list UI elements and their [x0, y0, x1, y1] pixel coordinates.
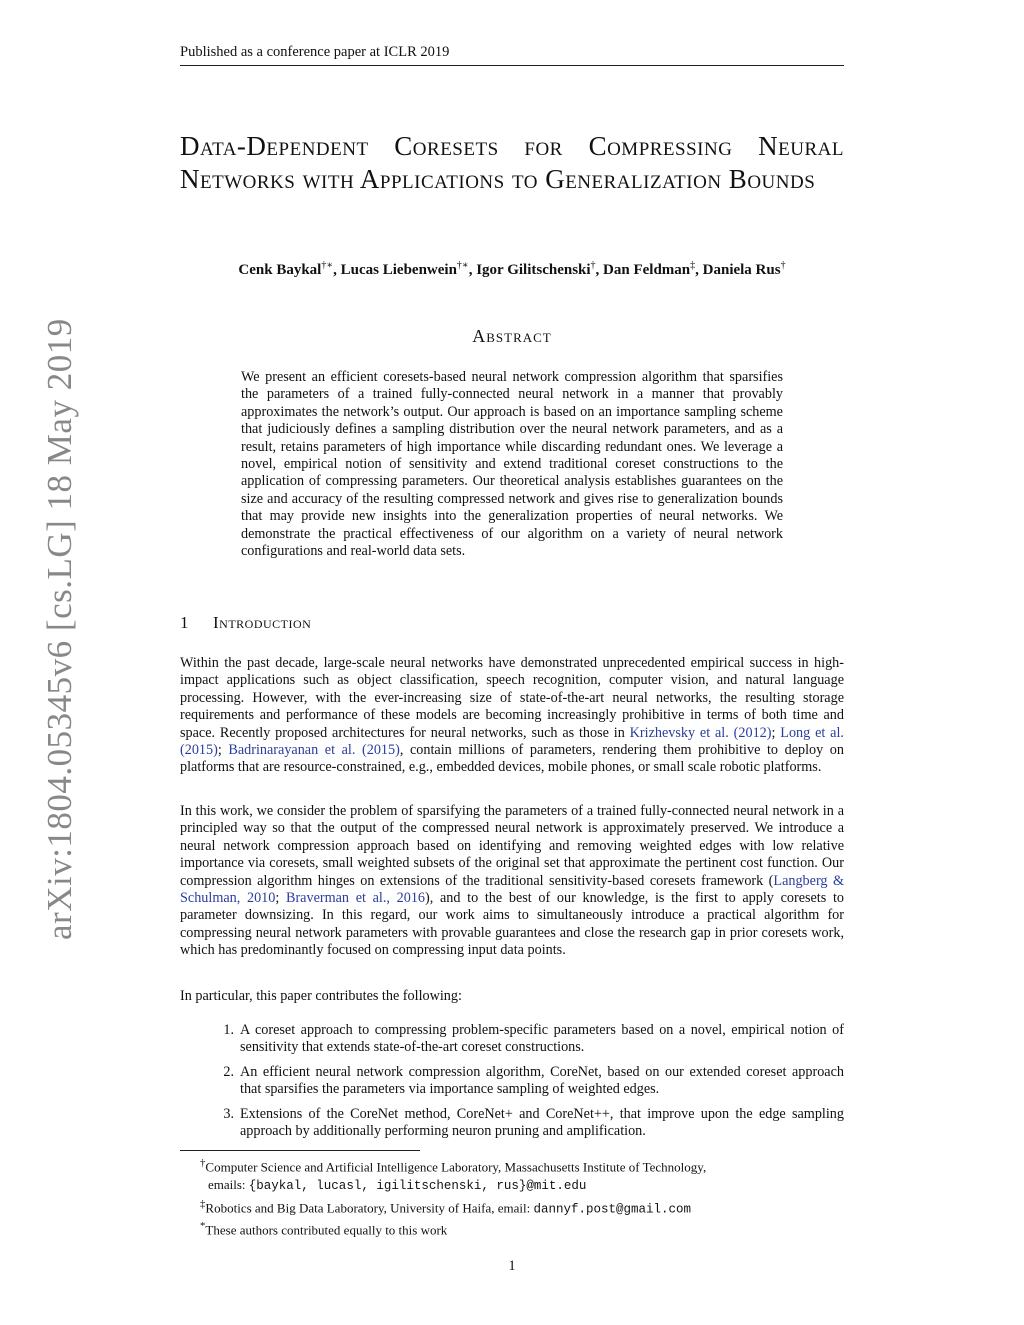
intro-paragraph-3: In particular, this paper contributes the following:: [180, 988, 462, 1004]
citation-link[interactable]: Braverman et al., 2016: [285, 890, 426, 907]
list-item: 3. Extensions of the CoreNet method, CoreNet+ and CoreNet++, that improve upon the edge sampling approach by additionally performing neuron pruning and amplification.: [223, 1105, 844, 1140]
abstract-body: We present an efficient coresets-based neural network compression algorithm that sparsifies the parameters of a trained fully-connected neural network in a manner that provably approximates the network’s output. Our approach is based on an importance sampling scheme that judiciously defines a sampling distribution over the neural network parameters, and as a result, retains parameters of high importance while discarding redundant ones. We leverage a novel, empirical notion of sensitivity and extend traditional coreset constructions to the application of compressing parameters. Our theoretical analysis establishes guarantees on the size and accuracy of the resulting compressed network and gives rise to generalization bounds that may provide new insights into the generalization properties of neural networks. We demonstrate the practical effectiveness of our algorithm on a variety of neural network configurations and real-world data sets.: [241, 369, 783, 560]
email-link[interactable]: dannyf.post@gmail.com: [533, 1201, 691, 1216]
author: Cenk Baykal†∗,: [238, 260, 341, 278]
citation-link[interactable]: Langberg & Schulman, 2010: [180, 872, 844, 907]
list-item: 2. An efficient neural network compression algorithm, CoreNet, based on our extended coreset approach that sparsifies the parameters via importance sampling of weighted edges.: [223, 1063, 844, 1098]
section-title: Introduction: [213, 613, 312, 632]
abstract-heading: Abstract: [472, 326, 552, 346]
footnote-affiliation-mit: †Computer Science and Artificial Intelligence Laboratory, Massachusetts Institute of Technology,: [200, 1157, 707, 1175]
author: Igor Gilitschenski†,: [476, 260, 604, 278]
author: Lucas Liebenwein†∗,: [340, 260, 477, 278]
citation-link[interactable]: Long et al. (2015): [180, 724, 844, 759]
footnote-affiliation-haifa: ‡Robotics and Big Data Laboratory, University of Haifa, email: dannyf.post@gmail.com: [200, 1197, 691, 1216]
conference-header: Published as a conference paper at ICLR 2019: [180, 44, 844, 66]
footnote-equal-contribution: *These authors contributed equally to this work: [200, 1220, 448, 1238]
contributions-list: [180, 1022, 844, 1147]
author: Dan Feldman‡,: [603, 260, 703, 278]
footnote-emails: emails: {baykal, lucasl, igilitschenski, rus}@mit.edu: [208, 1176, 587, 1193]
footnote-divider: [180, 1150, 420, 1151]
citation-link[interactable]: Badrinarayanan et al. (2015): [228, 742, 400, 759]
section-heading-introduction: [180, 613, 844, 633]
section-number: 1: [180, 613, 189, 632]
arxiv-identifier-stamp: arXiv:1804.05345v6 [cs.LG] 18 May 2019: [40, 318, 79, 940]
paper-title: Data-Dependent Coresets for Compressing Neural Networks with Applications to Generalization Bounds: [180, 131, 844, 194]
intro-paragraph-1: Within the past decade, large-scale neural networks have demonstrated unprecedented empirical success in high-impact applications such as object classification, speech recognition, computer vision, and natural language processing. However, with the ever-increasing size of state-of-the-art neural networks, the resulting storage requirements and performance of these models are becoming increasingly prohibitive in terms of both time and space. Recently proposed architectures for neural networks, such as those in Krizhevsky et al. (2012); Long et al. (2015); Badrinarayanan et al. (2015), contain millions of parameters, rendering them prohibitive to deploy on platforms that are resource-constrained, e.g., embedded devices, mobile phones, or small scale robotic platforms.: [180, 655, 844, 776]
intro-paragraph-2: In this work, we consider the problem of sparsifying the parameters of a trained fully-connected neural network in a principled way so that the output of the compressed neural network is approximately preserved. We introduce a neural network compression approach based on identifying and removing weighted edges with low relative importance via coresets, small weighted subsets of the original set that approximate the pertinent cost function. Our compression algorithm hinges on extensions of the traditional sensitivity-based coresets framework (Langberg & Schulman, 2010; Braverman et al., 2016), and to the best of our knowledge, is the first to apply coresets to parameter downsizing. In this regard, our work aims to simultaneously introduce a practical algorithm for compressing neural network parameters with provable guarantees and close the research gap in prior coresets work, which has predominantly focused on compressing input data points.: [180, 803, 844, 959]
footnotes: [200, 1155, 844, 1239]
list-item: 1. A coreset approach to compressing problem-specific parameters based on a novel, empirical notion of sensitivity that extends state-of-the-art coreset constructions.: [223, 1022, 844, 1056]
citation-link[interactable]: Krizhevsky et al. (2012): [629, 724, 772, 741]
page-number: 1: [508, 1258, 516, 1274]
author-list: [180, 260, 844, 279]
author: Daniela Rus†: [702, 260, 786, 278]
